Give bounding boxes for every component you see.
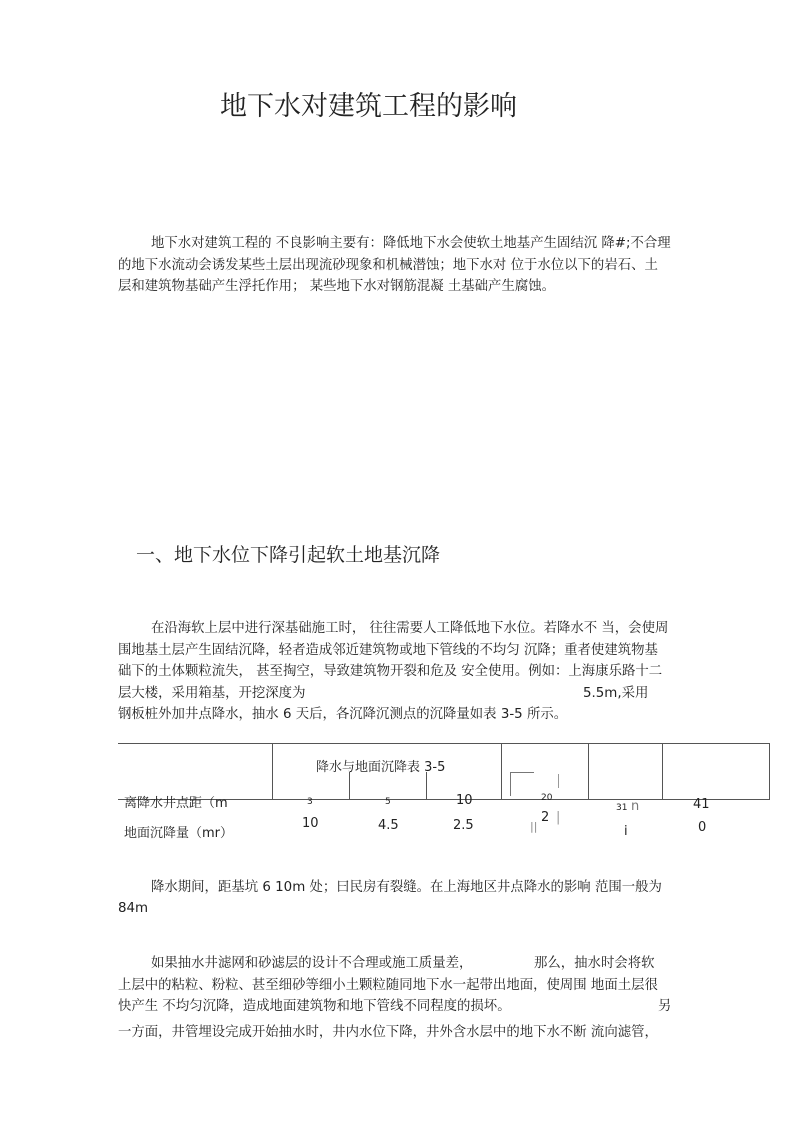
table-col-divider (349, 772, 350, 800)
para3-line-4: 一方面，井管埋设完成开始抽水时，井内水位下降，井外含水层中的地下水不断 流向滤管， (118, 1025, 658, 1040)
row1-value: 5 (385, 797, 391, 807)
row1-value: 20 (541, 793, 553, 803)
scan-mark (510, 772, 534, 773)
para3-line-3-left: 快产生 不均匀沉降，造成地面建筑物和地下管线不同程度的损坏。 (118, 999, 511, 1014)
row2-value: | (556, 810, 561, 825)
table-col-divider (588, 743, 589, 800)
row1-value: 10 (456, 793, 473, 808)
row2-value: || (530, 820, 538, 833)
para1-line-4-right: 5.5m,采用 (583, 686, 649, 701)
para1-line-3: 础下的土体颗粒流失， 甚至掏空，导致建筑物开裂和危及 安全使用。例如：上海康乐路十二 (118, 664, 663, 679)
intro-line-2: 的地下水流动会诱发某些土层出现流砂现象和机械潜蚀；地下水对 位于水位以下的岩石、土 (118, 258, 658, 273)
row2-value: 2 (541, 810, 550, 825)
row1-label: 离降水井点距（m (124, 796, 228, 811)
row2-value: 10 (302, 816, 319, 831)
para2-line-1: 降水期间，距基坑 6 10m 处；曰民房有裂缝。在上海地区井点降水的影响 范围一般为 (151, 880, 662, 895)
row1-value: 3 (307, 797, 313, 807)
intro-line-3: 层和建筑物基础产生浮托作用； 某些地下水对钢筋混凝 土基础产生腐蚀。 (118, 279, 556, 294)
row2-value: 0 (698, 820, 707, 835)
row1-value: 31 (616, 803, 628, 813)
page-title: 地下水对建筑工程的影响 (220, 91, 517, 122)
row2-value: 2.5 (453, 818, 474, 833)
section-heading: 一、地下水位下降引起软土地基沉降 (136, 544, 441, 566)
row1-value: n (631, 799, 640, 814)
para3-line-3-right: 另 (658, 999, 672, 1014)
row1-value: 41 (693, 797, 710, 812)
row2-label: 地面沉降量（mr） (124, 826, 234, 841)
scan-mark (510, 772, 511, 796)
table-col-divider (272, 743, 273, 800)
table-border-right (769, 743, 770, 800)
para1-line-1: 在沿海软上层中进行深基础施工时， 往往需要人工降低地下水位。若降水不 当，会使周 (151, 621, 669, 636)
para3-line-1-left: 如果抽水井滤网和砂滤层的设计不合理或施工质量差， (151, 956, 473, 971)
table-col-divider (501, 743, 502, 800)
scan-mark (558, 774, 559, 788)
row2-value: i (624, 824, 628, 839)
table-col-divider (662, 743, 663, 800)
table-col-divider (426, 772, 427, 800)
para1-line-2: 围地基土层产生固结沉降，轻者造成邻近建筑物或地下管线的不均匀 沉降；重者使建筑物基 (118, 643, 658, 658)
para1-line-4-left: 层大楼，采用箱基，开挖深度为 (118, 686, 306, 701)
row2-value: 4.5 (378, 818, 399, 833)
para1-line-5: 钢板桩外加井点降水，抽水 6 天后，各沉降沉测点的沉降量如表 3-5 所示。 (118, 707, 568, 722)
para2-line-2: 84m (118, 901, 149, 916)
intro-line-1: 地下水对建筑工程的 不良影响主要有：降低地下水会使软土地基产生固结沉 降#;不合理 (151, 236, 671, 251)
table-border-top (118, 743, 770, 744)
para3-line-2: 上层中的粘粒、粉粒、甚至细砂等细小土颗粒随同地下水一起带出地面，使周围 地面土层很 (118, 978, 658, 993)
table-caption: 降水与地面沉降表 3-5 (316, 760, 446, 775)
para3-line-1-right: 那么，抽水时会将软 (534, 956, 655, 971)
